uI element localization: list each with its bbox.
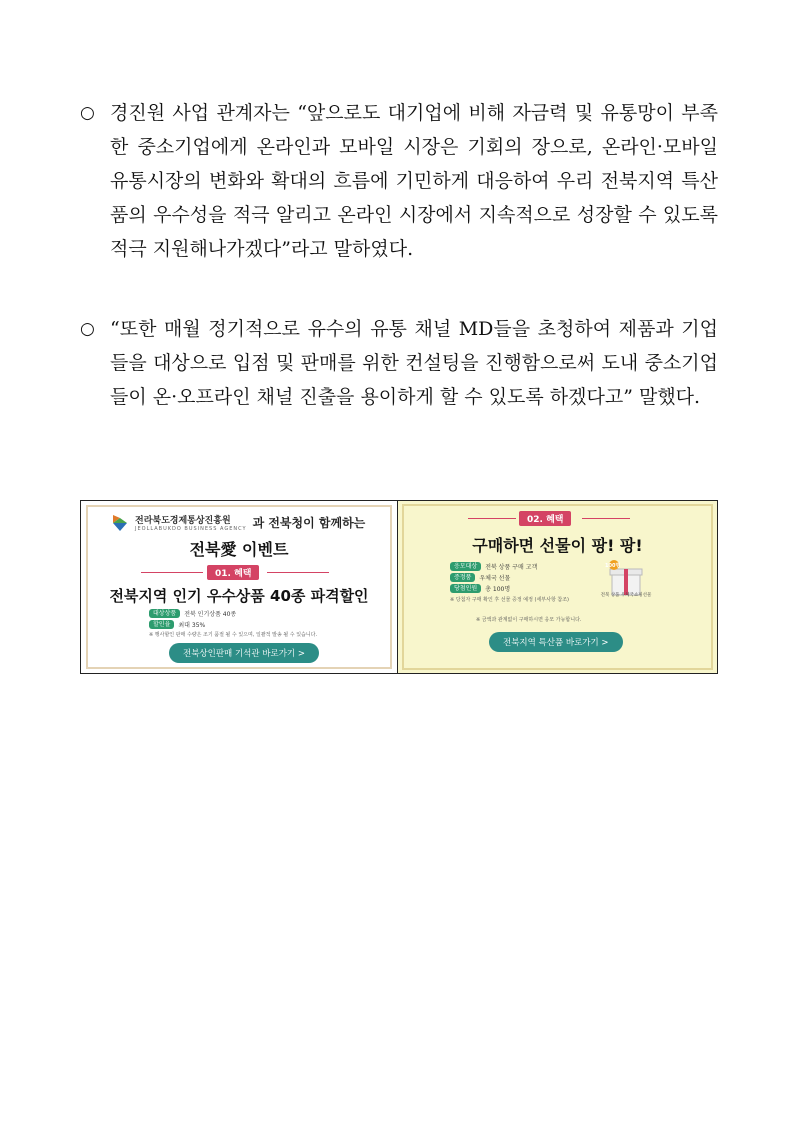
tag-divider	[582, 518, 630, 519]
shop-link-button[interactable]: 전북상인판매 기석관 바로가기 >	[169, 643, 319, 663]
bullet-icon: ○	[80, 319, 95, 339]
paragraph-1	[80, 96, 718, 266]
benefit-tag-2: 02. 혜택	[519, 511, 571, 526]
event-banner-right	[398, 501, 717, 673]
agency-logo-icon	[111, 514, 129, 532]
specialty-link-button[interactable]: 전북지역 특산품 바로가기 >	[489, 632, 623, 652]
tag-divider	[468, 518, 516, 519]
org-logo-row	[111, 513, 365, 532]
event-note: ※ 행사할인 판매 수량은 조기 품절 될 수 있으며, 일괄적 발송 될 수 있습니다.	[149, 632, 318, 638]
event-banner-left	[81, 501, 398, 673]
info-text: 전북 상품 구매 고객	[485, 564, 538, 571]
info-chip: 할인율	[149, 620, 174, 629]
info-row	[450, 562, 537, 571]
gift-badge: 100명	[605, 563, 621, 569]
tag-divider	[141, 572, 203, 573]
info-text: 우체국 선물	[479, 575, 511, 582]
org-name: 전라북도경제통상진흥원	[135, 516, 231, 526]
gift-caption: 전북 상품 우체국쇼핑선물	[600, 593, 652, 598]
info-chip: 증정품	[450, 573, 475, 582]
org-name-en: JEOLLABUKDO BUSINESS AGENCY	[135, 526, 247, 532]
info-text: 최대 35%	[178, 622, 206, 629]
tag-divider	[267, 572, 329, 573]
paragraph-text: “또한 매월 정기적으로 유수의 유통 채널 MD들을 초청하여 제품과 기업들을 대상으로 입점 및 판매를 위한 컨설팅을 진행함으로써 도내 중소기업들이 온·오프라인 채널 진출을 용이하게 할 수 있도록 하겠다고” 말했다.	[110, 318, 718, 408]
event-title: 전북愛 이벤트	[189, 540, 289, 559]
info-chip: 응모대상	[450, 562, 481, 571]
gift-note: ※ 당첨자 구매 확인 후 선물 증정 예정 (세부사항 참조)	[450, 597, 569, 603]
info-row	[450, 584, 510, 593]
info-chip: 대상상품	[149, 609, 180, 618]
bullet-icon: ○	[80, 103, 95, 123]
info-text: 총 100명	[485, 586, 511, 593]
info-text: 전북 인기상품 40종	[184, 611, 237, 618]
benefit-tag-1: 01. 혜택	[207, 565, 259, 580]
info-row	[149, 620, 205, 629]
gift-footnote: ※ 금액과 관계없이 구매하시면 응모 가능합니다.	[476, 617, 582, 623]
info-row	[149, 609, 236, 618]
event-banner-figure	[80, 500, 718, 674]
banner-subheading: 과 전북청이 함께하는	[252, 516, 366, 530]
gift-headline: 구매하면 선물이 팡! 팡!	[472, 536, 643, 555]
info-chip: 당첨인원	[450, 584, 481, 593]
paragraph-2	[80, 312, 718, 414]
info-row	[450, 573, 510, 582]
paragraph-text: 경진원 사업 관계자는 “앞으로도 대기업에 비해 자금력 및 유통망이 부족한 중소기업에게 온라인과 모바일 시장은 기회의 장으로, 온라인·모바일 유통시장의 변화와 확대의 흐름에 기민하게 대응하여 우리 전북지역 특산품의 우수성을 적극 알리고 온라인 시장에서 지속적으로 성장할 수 있도록 적극 지원해나가겠다”라고 말하였다.	[110, 102, 718, 260]
event-headline: 전북지역 인기 우수상품 40종 파격할인	[109, 587, 369, 605]
